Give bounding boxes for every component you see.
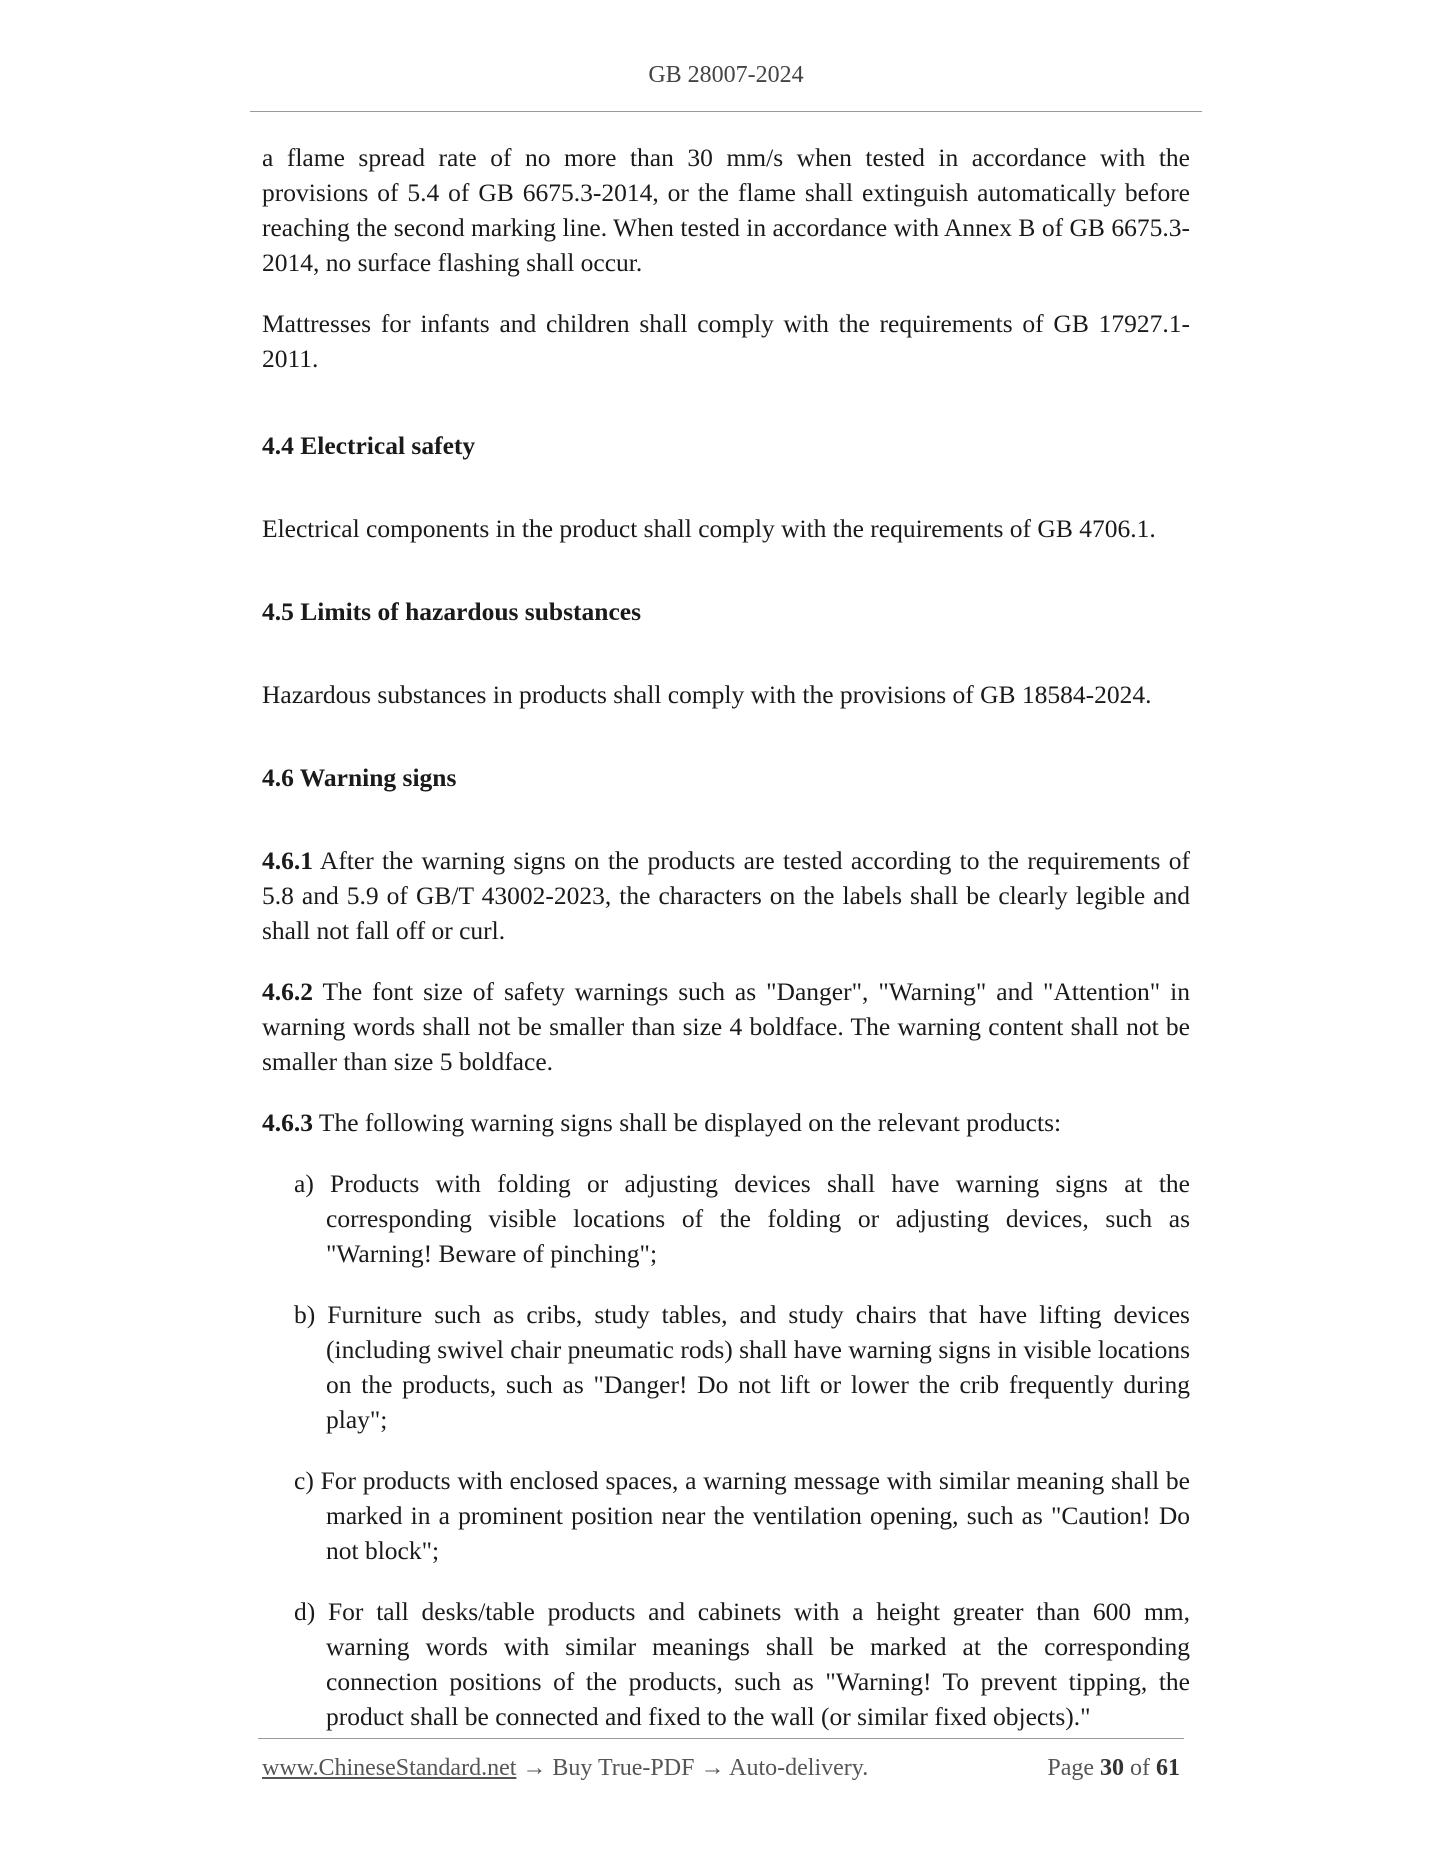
clause-text: The font size of safety warnings such as "Danger", "Warning" and "Attention" in warning words shall not be smaller than size 4 boldface. The warning content shall not be smaller than size 5 boldface. [262, 977, 1190, 1076]
clause-text: The following warning signs shall be displayed on the relevant products: [313, 1108, 1062, 1137]
page-label: Page [1047, 1755, 1094, 1781]
arrow-right-icon: → [522, 1755, 547, 1781]
warning-list [294, 1166, 1190, 1734]
clause-text: After the warning signs on the products are tested according to the requirements of 5.8 and 5.9 of GB/T 43002-2023, the characters on the labels shall be clearly legible and shall not fall off or curl. [262, 846, 1190, 945]
page-total: 61 [1156, 1755, 1180, 1781]
heading-electrical-safety: 4.4 Electrical safety [262, 431, 476, 460]
arrow-right-icon: → [700, 1755, 725, 1781]
clause-number: 4.6.3 [262, 1108, 313, 1137]
delivery-text: Auto-delivery. [729, 1755, 869, 1781]
list-item: b) Furniture such as cribs, study tables, and study chairs that have lifting devices (including swivel chair pneumatic rods) shall have warning signs in visible locations on the products, such as "Danger! Do not lift or lower the crib frequently during play"; [294, 1300, 1190, 1434]
clause-4-6-2 [262, 974, 1190, 1079]
buy-text: Buy True-PDF [552, 1755, 695, 1781]
page-header: GB 28007-2024 [648, 62, 804, 88]
list-item: a) Products with folding or adjusting devices shall have warning signs at the corresponding visible locations of the folding or adjusting devices, such as "Warning! Beware of pinching"; [294, 1169, 1190, 1268]
clause-4-6-3 [262, 1105, 1190, 1140]
clause-number: 4.6.1 [262, 846, 313, 875]
page-content [262, 140, 1190, 1760]
paragraph-electrical: Electrical components in the product shall comply with the requirements of GB 4706.1. [262, 514, 1156, 543]
page-indicator [1047, 1755, 1180, 1782]
clause-4-6-1 [262, 843, 1190, 948]
footer-left [262, 1755, 868, 1782]
page-footer [262, 1755, 1180, 1782]
of-label: of [1130, 1755, 1150, 1781]
page-number: 30 [1100, 1755, 1124, 1781]
footer-divider [258, 1738, 1184, 1739]
header-divider [250, 111, 1202, 112]
list-item: d) For tall desks/table products and cabinets with a height greater than 600 mm, warning words with similar meanings shall be marked at the corresponding connection positions of the products, such as "Warning! To prevent tipping, the product shall be connected and fixed to the wall (or similar fixed objects)." [294, 1597, 1190, 1731]
list-item: c) For products with enclosed spaces, a warning message with similar meaning shall be marked in a prominent position near the ventilation opening, such as "Caution! Do not block"; [294, 1466, 1190, 1565]
heading-hazardous-substances: 4.5 Limits of hazardous substances [262, 597, 642, 626]
website-link[interactable]: www.ChineseStandard.net [262, 1755, 517, 1781]
paragraph-flame-spread: a flame spread rate of no more than 30 mm/s when tested in accordance with the provisions of 5.4 of GB 6675.3-2014, or the flame shall extinguish automatically before reaching the second marking line. When tested in accordance with Annex B of GB 6675.3-2014, no surface flashing shall occur. [262, 143, 1190, 277]
paragraph-mattresses: Mattresses for infants and children shall comply with the requirements of GB 17927.1-2011. [262, 309, 1190, 373]
paragraph-hazardous: Hazardous substances in products shall comply with the provisions of GB 18584-2024. [262, 680, 1152, 709]
clause-number: 4.6.2 [262, 977, 313, 1006]
heading-warning-signs: 4.6 Warning signs [262, 763, 457, 792]
